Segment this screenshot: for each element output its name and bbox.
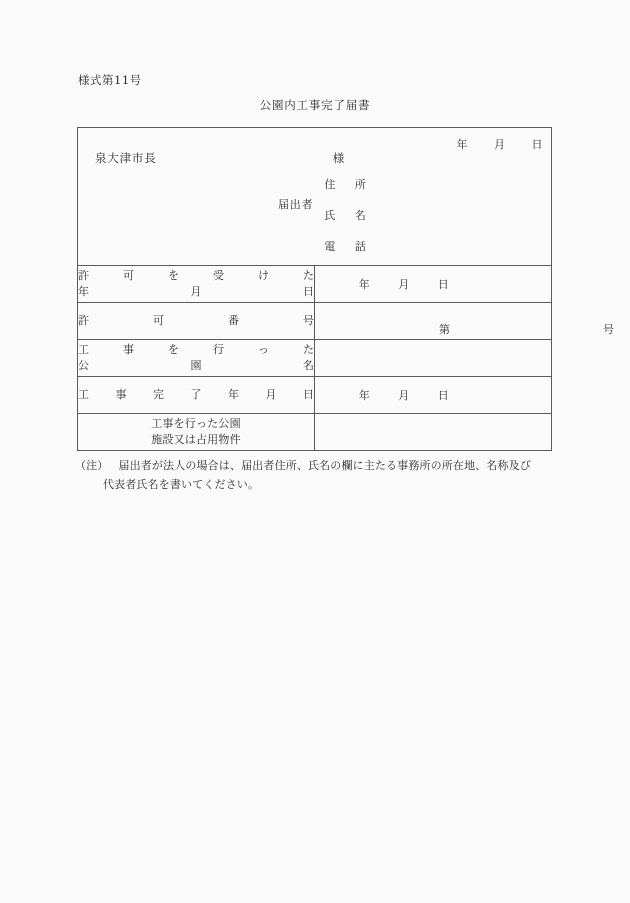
notifier-field-phone-char-2: 話 <box>354 240 367 253</box>
notifier-label: 届出者 <box>278 198 314 211</box>
label-char: 工 <box>78 343 89 357</box>
label-char: 番 <box>228 314 239 328</box>
date-year-label: 年 <box>358 278 371 291</box>
number-prefix: 第 <box>439 323 451 336</box>
row-value-permit-number[interactable] <box>315 303 615 340</box>
label-char: 可 <box>153 314 164 328</box>
row-value-completion-date[interactable] <box>315 377 552 414</box>
row-label-line <box>78 387 314 403</box>
table-row <box>78 266 552 303</box>
label-char: 可 <box>123 269 134 283</box>
row-label-line <box>78 284 314 300</box>
row-label-line <box>78 358 314 374</box>
label-char: 号 <box>303 314 314 328</box>
label-char: を <box>168 343 179 357</box>
label-char: 事 <box>115 388 127 402</box>
form-number: 様式第11号 <box>78 73 142 87</box>
label-char: 月 <box>190 285 202 298</box>
table-row <box>78 340 552 377</box>
notifier-field-address-char-1: 住 <box>324 178 336 191</box>
label-char: っ <box>258 343 269 357</box>
label-char: 名 <box>303 359 314 372</box>
footnote-line-2: 代表者氏名を書いてください。 <box>103 478 260 492</box>
label-char: 受 <box>213 269 224 283</box>
date-month-label: 月 <box>398 278 410 291</box>
label-char: 日 <box>303 388 314 402</box>
date-month-label: 月 <box>398 389 410 402</box>
label-char: 事 <box>123 343 134 357</box>
notifier-field-name <box>324 207 366 223</box>
row-label-line <box>78 342 314 358</box>
label-char: 行 <box>213 343 224 357</box>
label-char: 年 <box>78 285 89 298</box>
label-char: 完 <box>153 388 164 402</box>
footnote-marker: （注） <box>75 459 109 472</box>
label-char: を <box>168 269 179 283</box>
submission-date-day-label: 日 <box>531 138 543 151</box>
label-char: 工 <box>78 388 89 402</box>
label-char: 公 <box>78 359 89 372</box>
row-label-completion-date <box>78 377 315 414</box>
label-char: た <box>303 269 314 283</box>
label-char: 年 <box>228 388 239 402</box>
footnote-line-1 <box>75 456 575 475</box>
table-row <box>78 303 552 340</box>
notifier-field-name-char-1: 氏 <box>324 209 336 222</box>
submission-date-year-label: 年 <box>456 138 468 151</box>
notifier-block <box>278 176 366 254</box>
row-label-permit-date <box>78 266 315 303</box>
label-char: 日 <box>303 285 314 298</box>
notifier-field-address-char-2: 所 <box>354 178 367 191</box>
table-row-header <box>78 128 552 266</box>
number-suffix: 号 <box>603 323 615 336</box>
row-label-line <box>78 268 314 284</box>
notifier-field-list <box>324 176 366 254</box>
row-value-permit-date[interactable] <box>315 266 552 303</box>
footnote-text-1: 届出者が法人の場合は、届出者住所、氏名の欄に主たる事務所の所在地、名称及び <box>118 459 532 472</box>
row-label-line <box>78 313 314 329</box>
table-row <box>78 414 552 451</box>
footnote <box>75 456 575 495</box>
addressee-row <box>95 150 345 166</box>
label-char: け <box>258 269 269 283</box>
row-label-permit-number <box>78 303 315 340</box>
date-year-label: 年 <box>358 389 371 402</box>
page-title: 公園内工事完了届書 <box>259 98 371 112</box>
table-row <box>78 377 552 414</box>
row-label-facility <box>78 414 315 451</box>
row-label-line: 施設又は占用物件 <box>151 433 241 446</box>
row-value-facility[interactable] <box>315 414 552 451</box>
notifier-field-address <box>324 176 366 192</box>
label-char: た <box>303 343 314 357</box>
label-char: 園 <box>190 359 202 372</box>
notifier-field-phone <box>324 238 366 254</box>
date-day-label: 日 <box>437 389 450 402</box>
row-label-line: 工事を行った公園 <box>151 417 241 431</box>
notifier-field-phone-char-1: 電 <box>324 240 336 253</box>
label-char: 許 <box>78 314 89 328</box>
form-table-body <box>78 128 615 451</box>
label-char: 了 <box>190 388 202 402</box>
date-field-group <box>315 387 551 403</box>
date-day-label: 日 <box>437 278 450 291</box>
date-field-group <box>315 276 551 292</box>
label-char: 許 <box>78 269 89 283</box>
header-cell <box>78 128 552 266</box>
addressee-name: 泉大津市長 <box>95 151 157 165</box>
submission-date-month-label: 月 <box>494 138 506 151</box>
notification-form-table <box>77 127 615 451</box>
row-value-park-name[interactable] <box>315 340 552 377</box>
row-label-park-name <box>78 340 315 377</box>
submission-date-line <box>457 136 544 152</box>
notifier-field-name-char-2: 名 <box>354 209 367 222</box>
label-char: 月 <box>265 388 277 402</box>
addressee-honorific: 様 <box>332 151 345 165</box>
